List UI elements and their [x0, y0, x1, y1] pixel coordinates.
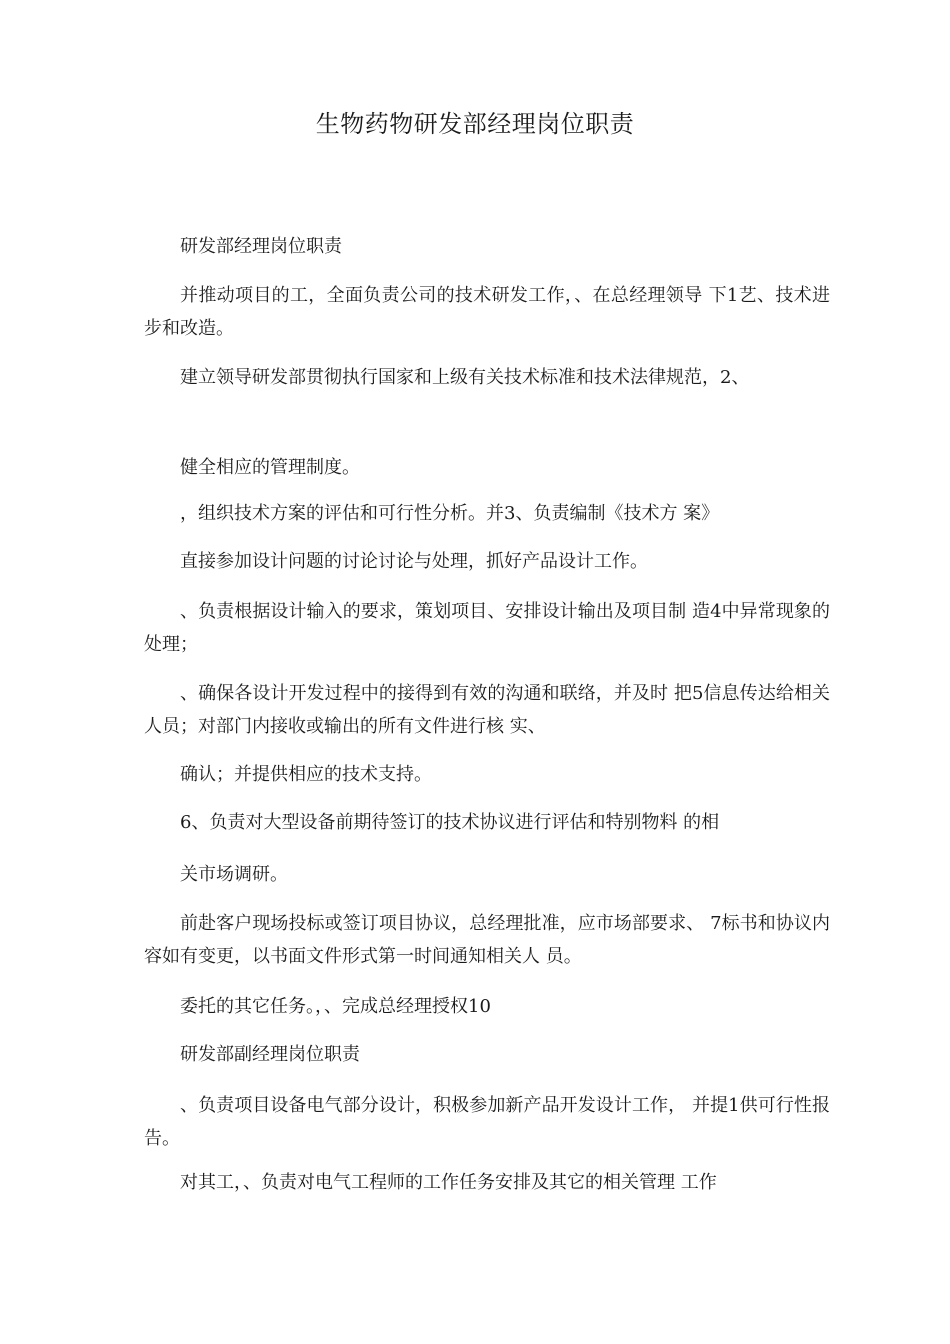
paragraph-6: 直接参加设计问题的讨论讨论与处理，抓好产品设计工作。: [180, 551, 648, 572]
paragraph-4: 健全相应的管理制度。: [180, 457, 360, 478]
paragraph-10: 6、负责对大型设备前期待签订的技术协议进行评估和特别物料 的相: [180, 812, 720, 833]
paragraph-2: 并推动项目的工，全面负责公司的技术研发工作，、在总经理领导 下1艺、技术进步和改造。: [144, 285, 830, 339]
paragraph-1: 研发部经理岗位职责: [180, 236, 342, 257]
paragraph-14: 研发部副经理岗位职责: [180, 1044, 360, 1065]
paragraph-12: 前赴客户现场投标或签订项目协议，总经理批准，应市场部要求、 7标书和协议内容如有变更，以书面文件形式第一时间通知相关人 员。: [144, 913, 830, 967]
paragraph-11: 关市场调研。: [180, 864, 288, 885]
paragraph-5: ，组织技术方案的评估和可行性分析。并3、负责编制《技术方 案》: [180, 503, 720, 524]
paragraph-3: 建立领导研发部贯彻执行国家和上级有关技术标准和技术法律规范，2、: [180, 367, 750, 388]
paragraph-7: 、负责根据设计输入的要求，策划项目、安排设计输出及项目制 造4中异常现象的处理；: [144, 601, 830, 655]
paragraph-13: 委托的其它任务。，、完成总经理授权10: [180, 996, 491, 1017]
paragraph-8: 、确保各设计开发过程中的接得到有效的沟通和联络，并及时 把5信息传达给相关人员；对部门内接收或输出的所有文件进行核 实、: [144, 683, 830, 737]
document-title: 生物药物研发部经理岗位职责: [315, 110, 635, 138]
paragraph-16: 对其工，、负责对电气工程师的工作任务安排及其它的相关管理 工作: [180, 1172, 717, 1193]
paragraph-9: 确认；并提供相应的技术支持。: [180, 764, 432, 785]
paragraph-15: 、负责项目设备电气部分设计，积极参加新产品开发设计工作， 并提1供可行性报告。: [144, 1095, 830, 1149]
